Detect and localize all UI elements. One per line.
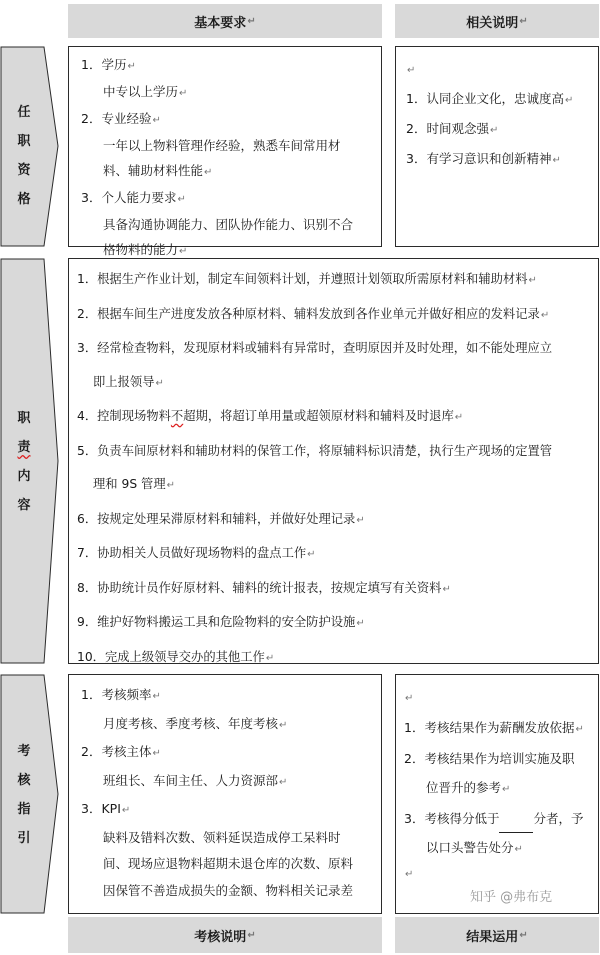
section-char: 核: [17, 773, 31, 788]
paragraph-mark: ↵: [442, 583, 451, 595]
paragraph-mark: ↵: [166, 480, 176, 491]
list-item: [81, 796, 373, 825]
duty-text: 1．根据生产作业计划，制定车间领料计划，并遵照计划领取所需原材料和辅助材料: [77, 272, 528, 286]
paragraph-mark: ↵: [405, 693, 414, 704]
section-char: 资: [17, 163, 31, 178]
item-detail: 缺料及错料次数、领料延误造成停工呆料时: [103, 829, 341, 845]
result-text: 1．考核结果作为薪酬发放依据: [404, 720, 575, 735]
paragraph-mark: ↵: [552, 155, 561, 166]
duty-text: 超期，将超订单用量或超领原材料和辅料及时退库: [183, 409, 454, 423]
duty-item: [77, 572, 598, 607]
section-char: 考: [17, 744, 31, 759]
spellcheck-underlined-text: 不: [170, 409, 184, 423]
duty-item: [77, 263, 598, 298]
header-result-application-text: 结果运用: [466, 929, 519, 945]
paragraph-mark: ↵: [564, 95, 574, 106]
duty-item: [77, 435, 598, 469]
list-item-continuation: [404, 833, 592, 864]
paragraph-mark: ↵: [528, 275, 537, 286]
section-char: 引: [17, 831, 31, 846]
paragraph-mark: ↵: [519, 15, 528, 27]
paragraph-mark: ↵: [279, 776, 288, 788]
section-char: 容: [17, 498, 31, 513]
result-text: 3．考核得分低于: [404, 811, 500, 826]
paragraph-mark: ↵: [356, 514, 365, 526]
item-detail: 一年以上物料管理作经验，熟悉车间常用材: [103, 138, 341, 153]
paragraph-mark: ↵: [121, 805, 131, 816]
header-related-notes-text: 相关说明: [466, 15, 519, 31]
item-detail-text: 格物料的能力: [103, 242, 179, 257]
duty-text: 3．经常检查物料，发现原材料或辅料有异常时，查明原因并及时处理，如不能处理应立: [77, 341, 553, 355]
result-text: 位晋升的参考: [426, 780, 502, 795]
paragraph-mark: ↵: [247, 15, 256, 27]
paragraph-mark: ↵: [454, 412, 464, 423]
paragraph-mark: ↵: [514, 844, 523, 855]
duty-text: 理和 9S 管理: [93, 477, 166, 491]
duty-item: [77, 606, 598, 641]
duty-text: 7．协助相关人员做好现场物料的盘点工作: [77, 546, 307, 560]
paragraph-mark: ↵: [356, 618, 365, 629]
header-assessment-notes: [68, 917, 382, 953]
paragraph-mark: ↵: [502, 784, 511, 795]
paragraph-mark: ↵: [179, 246, 188, 257]
paragraph-mark: ↵: [152, 748, 161, 759]
duty-item: [77, 400, 598, 435]
item-detail-text: 班组长、车间主任、人力资源部: [103, 772, 279, 788]
duty-item: [77, 332, 598, 366]
item-detail: 具备沟通协调能力、团队协作能力、识别不合: [103, 217, 354, 232]
section-label-assessment: [0, 674, 60, 914]
result-text: 分者，予: [533, 811, 584, 826]
duty-text: 5．负责车间原材料和辅助材料的保管工作，将原辅料标识清楚，执行生产现场的定置管: [77, 443, 553, 458]
fill-in-blank: [499, 818, 533, 833]
qualification-requirements-box: [68, 46, 382, 257]
list-item: [406, 145, 590, 175]
list-item: [406, 85, 590, 115]
item-title: 3．KPI: [81, 801, 121, 816]
duty-item: [77, 298, 598, 333]
watermark-text: 知乎 @弗布克: [470, 890, 553, 905]
item-title: 3．个人能力要求: [81, 190, 177, 205]
list-item: [81, 106, 371, 133]
header-basic-requirements: [68, 4, 382, 38]
section-char: 职: [17, 134, 31, 149]
paragraph-mark: ↵: [179, 88, 188, 99]
duty-text: 即上报领导: [93, 374, 155, 389]
duty-text: 4．控制现场物料: [77, 409, 171, 423]
duty-text: 6．按规定处理呆滞原材料和辅料，并做好处理记录: [77, 511, 356, 526]
list-item: [404, 713, 592, 744]
list-item: [404, 804, 592, 833]
header-assessment-notes-text: 考核说明: [194, 929, 247, 945]
list-item: 2．考核结果作为培训实施及职: [404, 751, 575, 766]
item-detail: [81, 711, 373, 740]
item-detail: [81, 79, 371, 106]
header-related-notes: [395, 4, 599, 38]
duty-item: [77, 641, 598, 676]
qualification-notes-box: [395, 46, 599, 247]
section-char: 任: [17, 105, 31, 120]
result-text: 以口头警告处分: [426, 840, 514, 855]
section-char: 职: [17, 411, 31, 426]
empty-line: [406, 55, 590, 85]
section-char: 责: [17, 440, 31, 455]
paragraph-mark: ↵: [127, 61, 136, 72]
assessment-guide-box: [68, 674, 382, 914]
paragraph-mark: ↵: [407, 65, 416, 76]
duty-item: [77, 537, 598, 572]
paragraph-mark: ↵: [307, 549, 316, 560]
paragraph-mark: ↵: [152, 115, 161, 126]
result-usage-box: [395, 674, 599, 914]
list-item: [406, 115, 590, 145]
paragraph-mark: ↵: [405, 869, 414, 880]
item-detail: 因保管不善造成损失的金额、物料相关记录差: [103, 882, 354, 898]
duty-item-continuation: [77, 366, 598, 401]
list-item: [81, 185, 371, 212]
header-result-application: [395, 917, 599, 953]
paragraph-mark: ↵: [265, 652, 275, 664]
empty-line: [404, 682, 592, 713]
paragraph-mark: ↵: [279, 719, 288, 731]
paragraph-mark: ↵: [177, 194, 186, 205]
paragraph-mark: ↵: [204, 167, 213, 178]
duty-text: 8．协助统计员作好原材料、辅料的统计报表，按规定填写有关资料: [77, 580, 442, 595]
paragraph-mark: ↵: [540, 309, 550, 321]
item-title: 1．学历: [81, 57, 127, 72]
item-detail: [81, 158, 371, 185]
paragraph-mark: ↵: [152, 691, 161, 702]
item-detail: [81, 768, 373, 797]
duties-box: [68, 258, 599, 664]
note-text: 1．认同企业文化，忠诚度高: [406, 91, 564, 106]
duty-text: 2．根据车间生产进度发放各种原材料、辅料发放到各作业单元并做好相应的发料记录: [77, 306, 540, 321]
item-detail-text: 中专以上学历: [103, 84, 179, 99]
section-char: 内: [17, 469, 31, 484]
paragraph-mark: ↵: [247, 929, 256, 941]
item-detail-text: 料、辅助材料性能: [103, 163, 204, 178]
duty-item: [77, 503, 598, 538]
paragraph-mark: ↵: [575, 724, 584, 735]
section-label-qualification: [0, 46, 60, 247]
item-title: 1．考核频率: [81, 687, 152, 702]
paragraph-mark: ↵: [489, 125, 499, 136]
list-item: [81, 682, 373, 711]
duty-text: 9．维护好物料搬运工具和危险物料的安全防护设施: [77, 615, 356, 629]
section-char: 指: [17, 802, 31, 817]
list-item: [81, 739, 373, 768]
item-title: 2．考核主体: [81, 744, 152, 759]
section-label-duties: [0, 258, 60, 664]
list-item-continuation: [404, 773, 592, 804]
note-text: 3．有学习意识和创新精神: [406, 151, 552, 166]
empty-line: [404, 864, 592, 884]
list-item: [81, 52, 371, 79]
duty-item-continuation: [77, 468, 598, 503]
paragraph-mark: ↵: [155, 377, 164, 389]
header-basic-requirements-text: 基本要求: [194, 15, 247, 31]
note-text: 2．时间观念强: [406, 121, 489, 136]
item-title: 2．专业经验: [81, 111, 152, 126]
section-char: 格: [17, 192, 31, 207]
duty-text: 10．完成上级领导交办的其他工作: [77, 649, 265, 664]
item-detail-text: 月度考核、季度考核、年度考核: [103, 715, 279, 731]
paragraph-mark: ↵: [519, 929, 528, 941]
item-detail: 间、现场应退物料超期未退仓库的次数、原料: [103, 856, 354, 871]
